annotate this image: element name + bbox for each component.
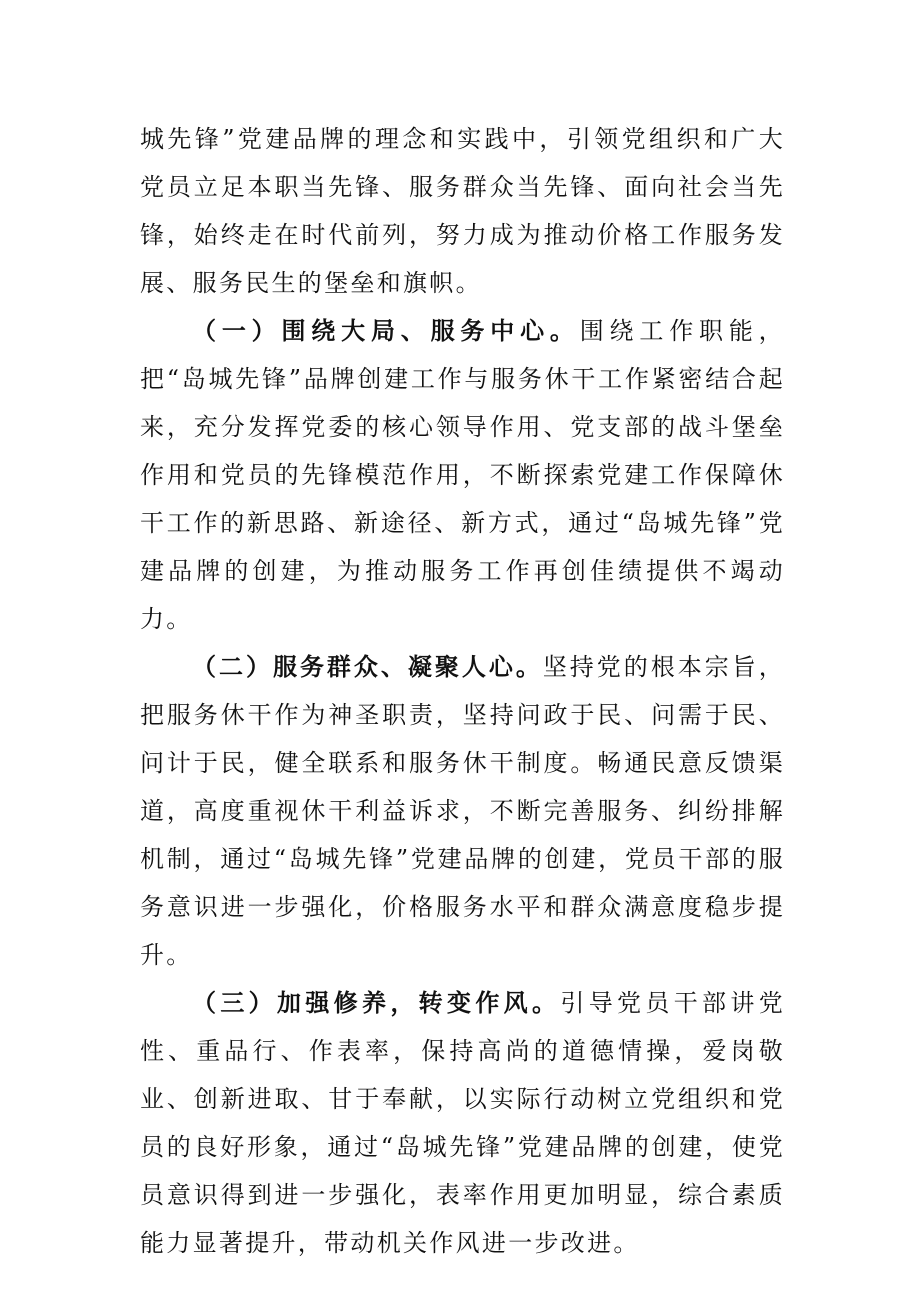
paragraph-text: 坚持党的根本宗旨，把服务休干作为神圣职责，坚持问政于民、问需于民、问计于民，健全联系和服务休干制度。畅通民意反馈渠道，高度重视休干利益诉求，不断完善服务、纠纷排解机制，通过“岛城先锋”党建品牌的创建，党员干部的服务意识进一步强化，价格服务水平和群众满意度稳步提升。 <box>140 653 785 969</box>
section-heading: （一）围绕大局、服务中心。 <box>192 316 580 345</box>
paragraph-text: 围绕工作职能，把“岛城先锋”品牌创建工作与服务休干工作紧密结合起来，充分发挥党委的核心领导作用、党支部的战斗堡垒作用和党员的先锋模范作用，不断探索党建工作保障休干工作的新思路、新途径、新方式，通过“岛城先锋”党建品牌的创建，为推动服务工作再创佳绩提供不竭动力。 <box>140 317 785 633</box>
section-heading: （二）服务群众、凝聚人心。 <box>192 652 543 681</box>
section-heading: （三）加强修养，转变作风。 <box>192 988 561 1017</box>
document-body <box>140 115 785 1267</box>
paragraph-section-2 <box>140 643 785 979</box>
paragraph-text: 城先锋”党建品牌的理念和实践中，引领党组织和广大党员立足本职当先锋、服务群众当先锋、面向社会当先锋，始终走在时代前列，努力成为推动价格工作服务发展、服务民生的堡垒和旗帜。 <box>140 125 785 297</box>
paragraph-text: 引导党员干部讲党性、重品行、作表率，保持高尚的道德情操，爱岗敬业、创新进取、甘于奉献，以实际行动树立党组织和党员的良好形象，通过“岛城先锋”党建品牌的创建，使党员意识得到进一步强化，表率作用更加明显，综合素质能力显著提升，带动机关作风进一步改进。 <box>140 989 785 1257</box>
paragraph-section-3 <box>140 979 785 1267</box>
paragraph-intro <box>140 115 785 307</box>
paragraph-section-1 <box>140 307 785 643</box>
